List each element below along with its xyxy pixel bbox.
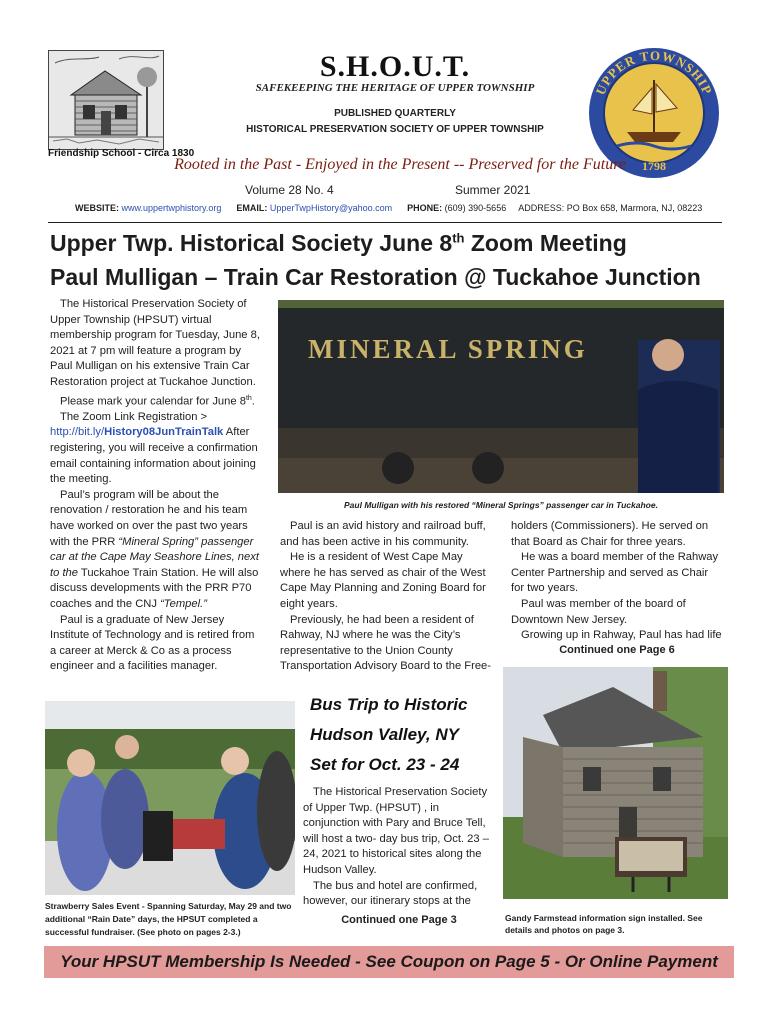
seal-year: 1798 <box>642 159 666 173</box>
col2-paragraph-3: Previously, he had been a resident of Rahway, NJ where he was the City’s representative to the Union County Transportation Advisory Board to the Free- <box>280 613 492 673</box>
col1-paragraph-3: The Zoom Link Registration > http://bit.ly/History08JunTrainTalk After registering, you will receive a confirmation email containing information about joining the meeting. <box>50 410 258 486</box>
col1-paragraph-4: Paul’s program will be about the renovation / restoration he and his team have worked on over the past two years with the PRR “Mineral Spring” passenger car at the Cape May Seashore Lines, next to the Tuckahoe Train Station. He will also discuss developments with the PRR P70 coaches and the CNJ “Tempel.” <box>50 488 259 611</box>
motto: Rooted in the Past - Enjoyed in the Present -- Preserved for the Future <box>174 156 626 173</box>
society-name: HISTORICAL PRESERVATION SOCIETY OF UPPER TOWNSHIP <box>246 124 544 135</box>
address: PO Box 658, Marmora, NJ, 08223 <box>566 203 703 213</box>
col3-paragraph-2: He was a board member of the Rahway Center Partnership and served as Chair for two years. <box>511 551 719 595</box>
header-divider <box>48 222 722 223</box>
zoom-link[interactable]: http://bit.ly/History08JunTrainTalk <box>50 426 224 439</box>
membership-banner-text: Your HPSUT Membership Is Needed - See Coupon on Page 5 - Or Online Payment <box>60 952 718 971</box>
continued-page-6: Continued one Page 6 <box>559 644 675 656</box>
strawberry-sale-photo <box>45 701 295 895</box>
published-quarterly: PUBLISHED QUARTERLY <box>334 108 456 119</box>
article-column-1 <box>50 297 260 675</box>
col3-paragraph-1: holders (Commissioners). He served on that Board as Chair for three years. <box>511 520 709 548</box>
email-label: EMAIL: <box>236 203 268 213</box>
bus-trip-body <box>303 785 495 910</box>
col2-paragraph-1: Paul is an avid history and railroad buff, and has been active in his community. <box>280 520 486 548</box>
col1-paragraph-5: Paul is a graduate of New Jersey Institute of Technology and is retired from a career at Merck & Co as a process engineer and a facilities manager. <box>50 613 255 673</box>
article-column-2 <box>280 519 492 675</box>
main-photo-caption: Paul Mulligan with his restored “Mineral Springs” passenger car in Tuckahoe. <box>344 500 658 510</box>
tagline: SAFEKEEPING THE HERITAGE OF UPPER TOWNSHIP <box>255 82 535 94</box>
friendship-school-sketch <box>48 50 164 150</box>
col1-paragraph-2: Please mark your calendar for June 8th. <box>60 394 255 408</box>
col3-paragraph-3: Paul was member of the board of Downtown New Jersey. <box>511 597 686 626</box>
bus-trip-title: Bus Trip to Historic Hudson Valley, NY Set for Oct. 23 - 24 <box>310 695 468 774</box>
railcar-sign: MINERAL SPRING <box>308 334 588 364</box>
email-link[interactable]: UpperTwpHistory@yahoo.com <box>269 203 393 213</box>
col1-paragraph-1: The Historical Preservation Society of Upper Township (HPSUT) virtual membership program for Tuesday, June 8, 2021 at 7 pm will feature a program by Paul Mulligan on his extensive Train Car Restoration project at Tuckahoe Junction. <box>50 298 260 388</box>
article-column-3 <box>511 519 723 644</box>
phone-label: PHONE: <box>407 203 443 213</box>
continued-page-3: Continued one Page 3 <box>341 914 457 926</box>
headline-line-2: Paul Mulligan – Train Car Restoration @ Tuckahoe Junction <box>50 264 701 290</box>
issue-season: Summer 2021 <box>455 183 531 197</box>
website-label: WEBSITE: <box>75 203 119 213</box>
bus-paragraph-2: The bus and hotel are confirmed, however, our itinerary stops at the <box>303 879 478 908</box>
address-label: ADDRESS: <box>518 203 565 213</box>
masthead-title: S.H.O.U.T. <box>319 50 471 83</box>
logo-caption: Friendship School - Circa 1830 <box>48 148 195 159</box>
seal-arc-text: UPPER TOWNSHIP <box>592 47 716 98</box>
mineral-spring-photo <box>278 300 724 493</box>
volume-number: Volume 28 No. 4 <box>245 183 334 197</box>
strawberry-caption: Strawberry Sales Event - Spanning Saturday, May 29 and two additional “Rain Date” days, the HPSUT completed a successful fundraiser. (See photo on pages 2-3.) <box>45 901 292 937</box>
website-link[interactable]: www.uppertwphistory.org <box>121 203 222 213</box>
membership-banner <box>44 946 734 978</box>
col3-paragraph-4: Growing up in Rahway, Paul has had life <box>521 629 722 642</box>
bus-paragraph-1: The Historical Preservation Society of Upper Twp. (HPSUT) , in conjunction with Pary and Bruce Tell, will host a two- day bus trip, Oct. 23 – 24, 2021 to historical sites along the Hudson Valley. <box>303 786 489 876</box>
phone-number: (609) 390-5656 <box>444 203 507 213</box>
contact-line <box>75 203 702 213</box>
gandy-farmstead-photo <box>503 667 728 899</box>
gandy-caption: Gandy Farmstead information sign installed. See details and photos on page 3. <box>505 913 703 935</box>
col2-paragraph-2: He is a resident of West Cape May where he has served as chair of the West Cape May Planning and Zoning Board for eight years. <box>280 551 486 610</box>
headline-line-1: Upper Twp. Historical Society June 8th Zoom Meeting <box>50 230 627 256</box>
